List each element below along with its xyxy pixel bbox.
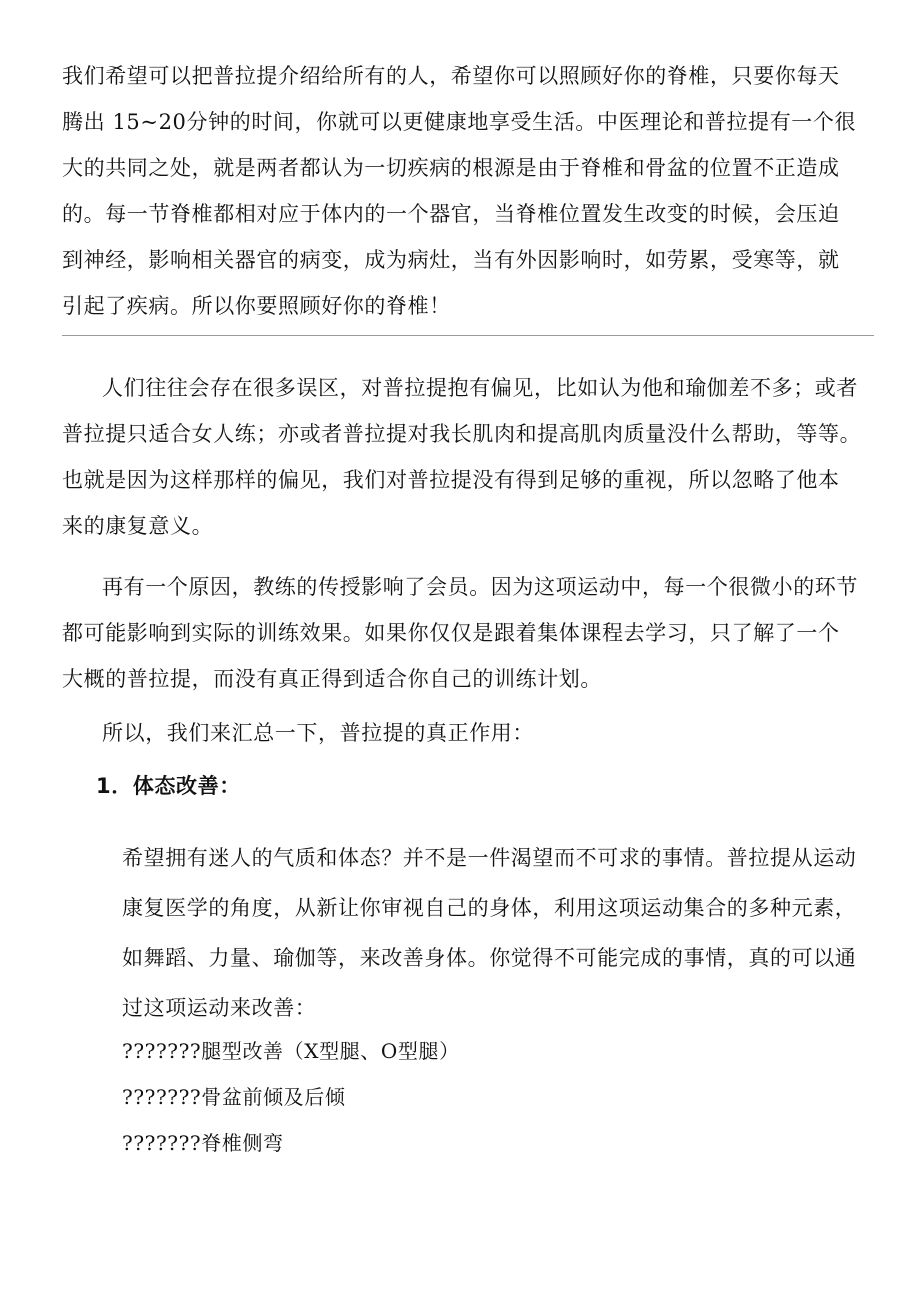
text-line: 大的共同之处，就是两者都认为一切疾病的根源是由于脊椎和骨盆的位置不正造成 (62, 156, 840, 180)
summary-line (102, 710, 534, 756)
text-line: 腾出 15~20分钟的时间，你就可以更健康地享受生活。中医理论和普拉提有一个很 (62, 110, 857, 134)
paragraph-coach-influence (62, 564, 858, 702)
text-line: 再有一个原因，教练的传授影响了会员。因为这项运动中，每一个很微小的环节 (102, 575, 858, 599)
paragraph-posture (122, 833, 856, 1033)
heading-number: 1． (96, 774, 133, 798)
section-heading (96, 763, 241, 809)
heading-title: 体态改善： (132, 774, 241, 798)
text-line: 也就是因为这样那样的偏见，我们对普拉提没有得到足够的重视，所以忽略了他本 (62, 468, 840, 492)
text-line: 都可能影响到实际的训练效果。如果你仅仅是跟着集体课程去学习，只了解了一个 (62, 621, 840, 645)
list-item: ???????骨盆前倾及后倾 (122, 1085, 346, 1109)
paragraph-spine-intro (62, 53, 856, 329)
text-line: 如舞蹈、力量、瑜伽等，来改善身体。你觉得不可能完成的事情，真的可以通 (122, 946, 857, 970)
text-line: 康复医学的角度，从新让你审视自己的身体，利用这项运动集合的多种元素， (122, 896, 857, 920)
horizontal-divider (62, 335, 874, 336)
text-line: 我们希望可以把普拉提介绍给所有的人，希望你可以照顾好你的脊椎，只要你每天 (62, 64, 840, 88)
text-line: 到神经，影响相关器官的病变，成为病灶，当有外因影响时，如劳累，受寒等，就 (62, 248, 840, 272)
text-line: 希望拥有迷人的气质和体态？并不是一件渴望而不可求的事情。普拉提从运动 (122, 846, 857, 870)
text-line: 引起了疾病。所以你要照顾好你的脊椎！ (62, 294, 451, 318)
text-line: 来的康复意义。 (62, 514, 214, 538)
text-line: 大概的普拉提，而没有真正得到适合你自己的训练计划。 (62, 667, 602, 691)
paragraph-misconceptions (62, 365, 861, 549)
text-line: 的。每一节脊椎都相对应于体内的一个器官，当脊椎位置发生改变的时候，会压迫 (62, 202, 840, 226)
text-line: 所以，我们来汇总一下，普拉提的真正作用： (102, 721, 534, 745)
text-line: 普拉提只适合女人练；亦或者普拉提对我长肌肉和提高肌肉质量没什么帮助，等等。 (62, 422, 862, 446)
text-line: 人们往往会存在很多误区，对普拉提抱有偏见，比如认为他和瑜伽差不多；或者 (102, 376, 858, 400)
bullet-list (122, 1028, 460, 1166)
text-line: 过这项运动来改善： (122, 996, 317, 1020)
list-item: ???????腿型改善（X型腿、O型腿） (122, 1039, 460, 1063)
list-item: ???????脊椎侧弯 (122, 1131, 284, 1155)
